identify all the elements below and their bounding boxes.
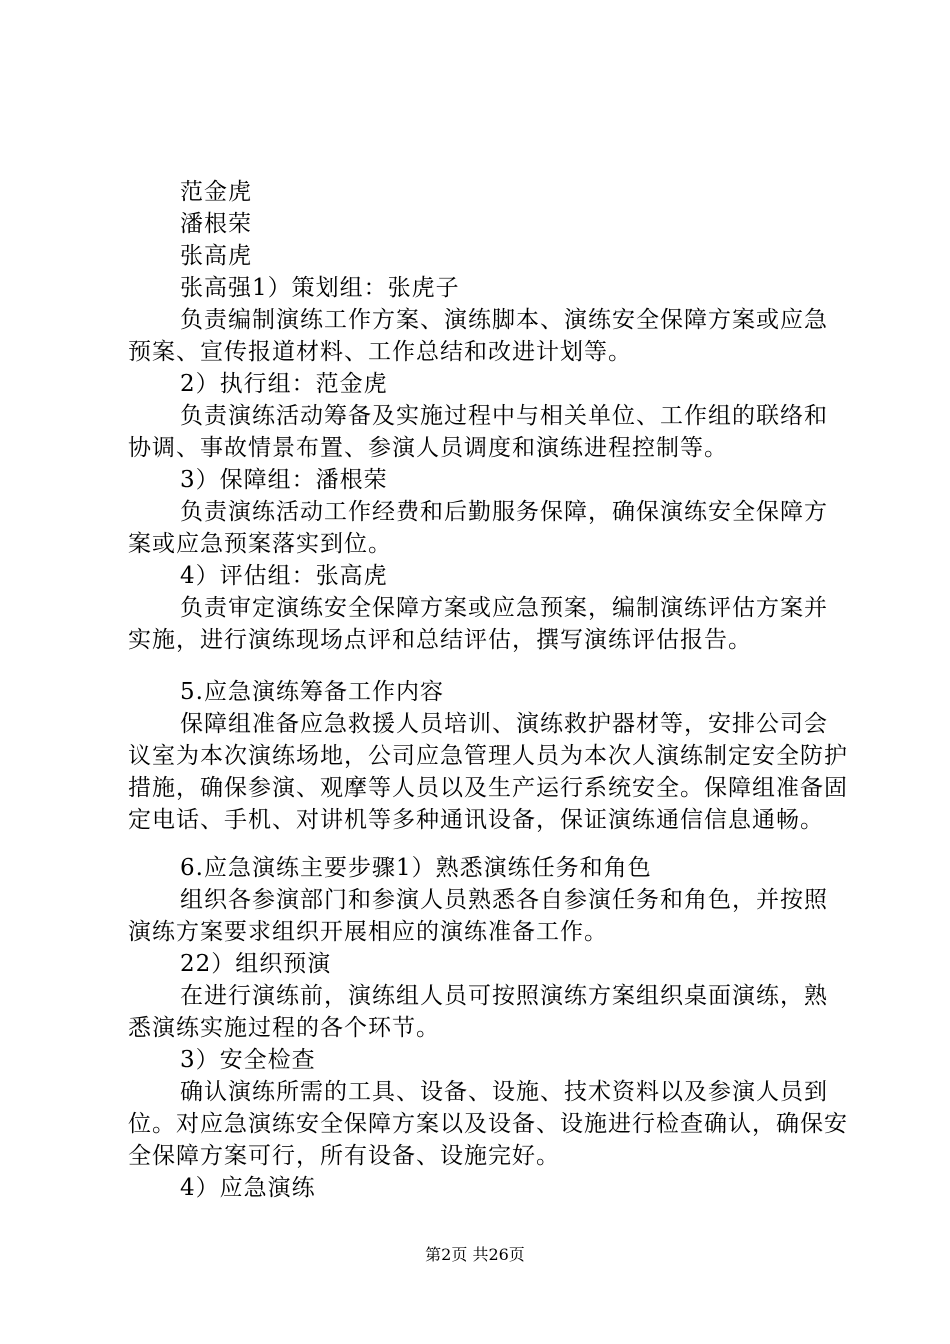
support-group-duty: 负责演练活动工作经费和后勤服务保障，确保演练安全保障方案或应急预案落实到位。: [128, 499, 828, 557]
planning-group-heading: 张高强1）策划组：张虎子: [180, 275, 460, 301]
page-footer: 第2页 共26页: [425, 1245, 525, 1264]
step-3-heading: 3）安全检查: [180, 1047, 316, 1073]
evaluation-group-heading: 4）评估组：张高虎: [180, 563, 388, 589]
evaluation-group-duty: 负责审定演练安全保障方案或应急预案，编制演练评估方案并实施，进行演练现场点评和总结评估，撰写演练评估报告。: [128, 595, 828, 653]
name-line: 张高虎: [180, 243, 252, 269]
planning-group-duty: 负责编制演练工作方案、演练脚本、演练安全保障方案或应急预案、宣传报道材料、工作总结和改进计划等。: [128, 307, 828, 365]
step-2-body: 在进行演练前，演练组人员可按照演练方案组织桌面演练，熟悉演练实施过程的各个环节。: [128, 983, 828, 1041]
step-2-heading: 22）组织预演: [180, 951, 332, 977]
name-line: 潘根荣: [180, 211, 252, 237]
step-3-body: 确认演练所需的工具、设备、设施、技术资料以及参演人员到位。对应急演练安全保障方案以及设备、设施进行检查确认，确保安全保障方案可行，所有设备、设施完好。: [128, 1079, 848, 1169]
section-6-heading: 6.应急演练主要步骤1）熟悉演练任务和角色: [180, 855, 652, 881]
support-group-heading: 3）保障组：潘根荣: [180, 467, 388, 493]
section-5-body: 保障组准备应急救援人员培训、演练救护器材等，安排公司会议室为本次演练场地，公司应急管理人员为本次人演练制定安全防护措施，确保参演、观摩等人员以及生产运行系统安全。保障组准备固定电话、手机、对讲机等多种通讯设备，保证演练通信信息通畅。: [128, 711, 848, 833]
name-line: 范金虎: [180, 179, 252, 205]
step-4-heading: 4）应急演练: [180, 1175, 316, 1201]
step-1-body: 组织各参演部门和参演人员熟悉各自参演任务和角色，并按照演练方案要求组织开展相应的演练准备工作。: [128, 887, 828, 945]
section-5-heading: 5.应急演练筹备工作内容: [180, 679, 444, 705]
execution-group-heading: 2）执行组：范金虎: [180, 371, 388, 397]
execution-group-duty: 负责演练活动筹备及实施过程中与相关单位、工作组的联络和协调、事故情景布置、参演人员调度和演练进程控制等。: [128, 403, 828, 461]
